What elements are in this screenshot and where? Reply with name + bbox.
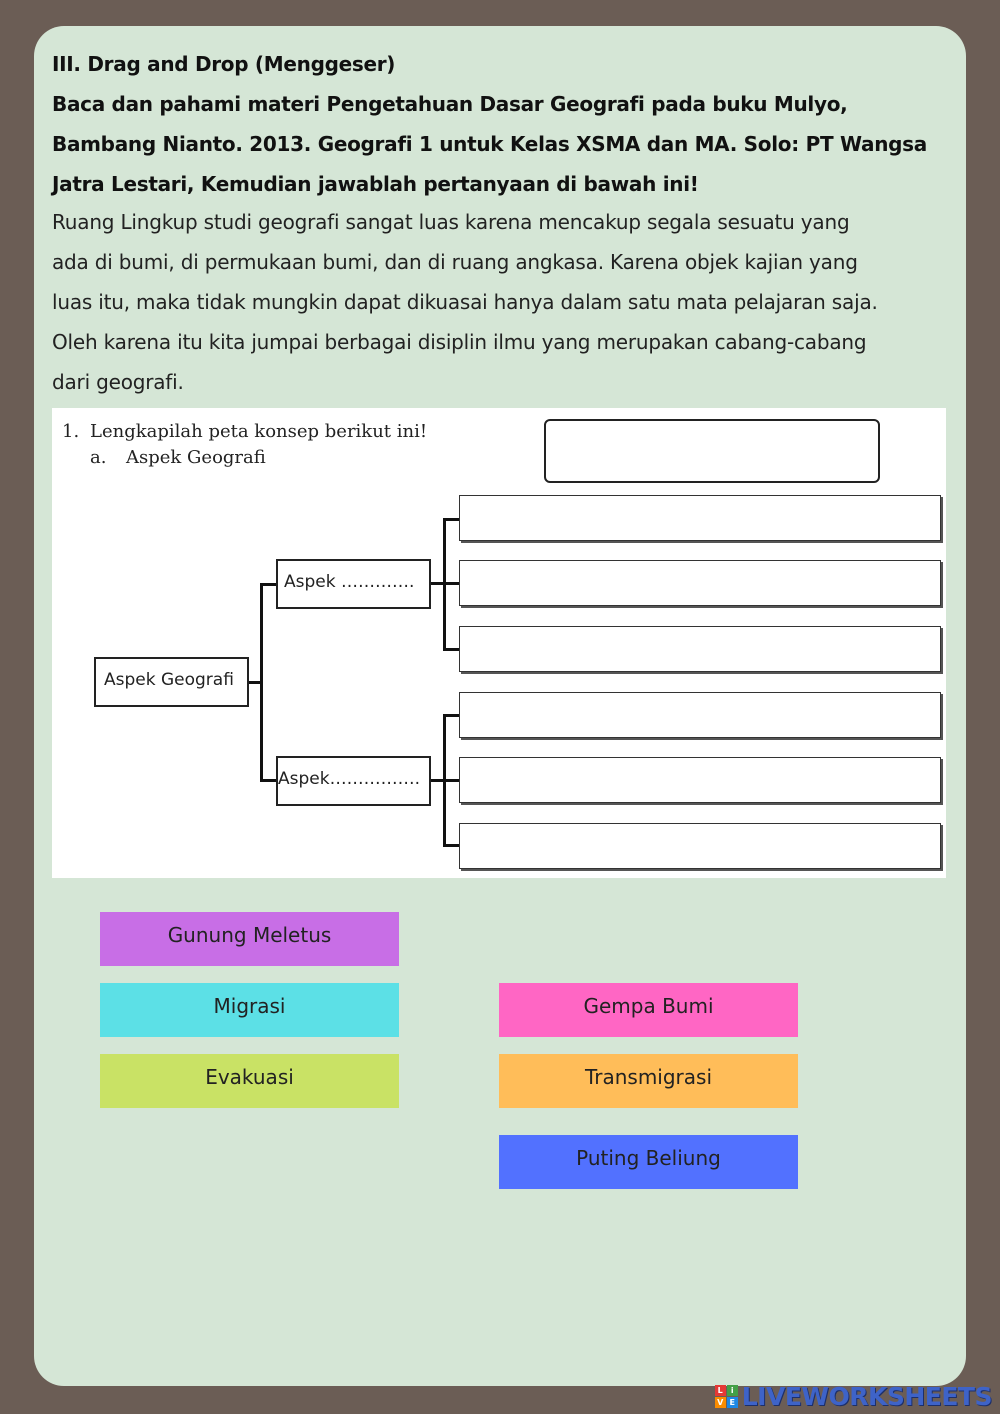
tile-label: Puting Beliung: [576, 1146, 721, 1170]
drop-zone-5[interactable]: [459, 757, 941, 803]
drag-tile-evakuasi[interactable]: [100, 1054, 399, 1108]
paragraph-line: Ruang Lingkup studi geografi sangat luas karena mencakup segala sesuatu yang: [52, 210, 850, 234]
logo-letter: V: [715, 1397, 726, 1408]
paragraph-line: dari geografi.: [52, 370, 184, 394]
drag-tile-gunung-meletus[interactable]: [100, 912, 399, 966]
drop-zone-3[interactable]: [459, 626, 941, 672]
logo-letter: E: [727, 1397, 738, 1408]
drop-zone-6[interactable]: [459, 823, 941, 869]
reading-paragraph: [52, 202, 952, 402]
tile-label: Gempa Bumi: [583, 994, 714, 1018]
sub-text: Aspek Geografi: [126, 447, 266, 468]
question-text: Lengkapilah peta konsep berikut ini!: [90, 421, 428, 442]
connector: [443, 648, 460, 651]
section-title: III. Drag and Drop (Menggeser): [52, 52, 396, 76]
instruction-line: Bambang Nianto. 2013. Geografi 1 untuk Kelas XSMA dan MA. Solo: PT Wangsa: [52, 132, 927, 156]
instruction-line: Jatra Lestari, Kemudian jawablah pertanyaan di bawah ini!: [52, 172, 699, 196]
connector: [443, 779, 460, 782]
drop-zone-1[interactable]: [459, 495, 941, 541]
connector: [260, 583, 277, 586]
tile-label: Migrasi: [213, 994, 286, 1018]
connector: [443, 582, 460, 585]
tile-label: Evakuasi: [205, 1065, 294, 1089]
drag-tile-puting-beliung[interactable]: [499, 1135, 798, 1189]
drag-tile-transmigrasi[interactable]: [499, 1054, 798, 1108]
connector: [443, 714, 460, 717]
drag-tile-migrasi[interactable]: [100, 983, 399, 1037]
branch-bottom-label: Aspek…………….: [278, 769, 420, 789]
sub-label: a.: [90, 447, 107, 468]
connector: [260, 779, 277, 782]
tile-label: Gunung Meletus: [167, 923, 332, 947]
branch-top-label: Aspek ………….: [284, 572, 415, 592]
paragraph-line: ada di bumi, di permukaan bumi, dan di ruang angkasa. Karena objek kajian yang: [52, 250, 858, 274]
connector: [443, 518, 460, 521]
drop-zone-2[interactable]: [459, 560, 941, 606]
root-node-label: Aspek Geografi: [104, 670, 234, 690]
liveworksheets-logo-icon: [715, 1385, 738, 1408]
paragraph-line: luas itu, maka tidak mungkin dapat dikuasai hanya dalam satu mata pelajaran saja.: [52, 290, 878, 314]
drop-zone-4[interactable]: [459, 692, 941, 738]
drag-tile-gempa-bumi[interactable]: [499, 983, 798, 1037]
question-number: 1.: [62, 421, 80, 442]
tile-label: Transmigrasi: [584, 1065, 713, 1089]
logo-letter: i: [727, 1385, 738, 1396]
connector: [260, 583, 263, 781]
logo-letter: L: [715, 1385, 726, 1396]
answer-drop-zone[interactable]: [544, 419, 880, 483]
liveworksheets-brand: [715, 1382, 992, 1410]
paragraph-line: Oleh karena itu kita jumpai berbagai disiplin ilmu yang merupakan cabang-cabang: [52, 330, 867, 354]
instruction-heading: [52, 44, 952, 204]
connector: [443, 844, 460, 847]
concept-map-sheet: [52, 408, 946, 878]
brand-text: LIVEWORKSHEETS: [741, 1381, 992, 1411]
instruction-line: Baca dan pahami materi Pengetahuan Dasar Geografi pada buku Mulyo,: [52, 92, 848, 116]
